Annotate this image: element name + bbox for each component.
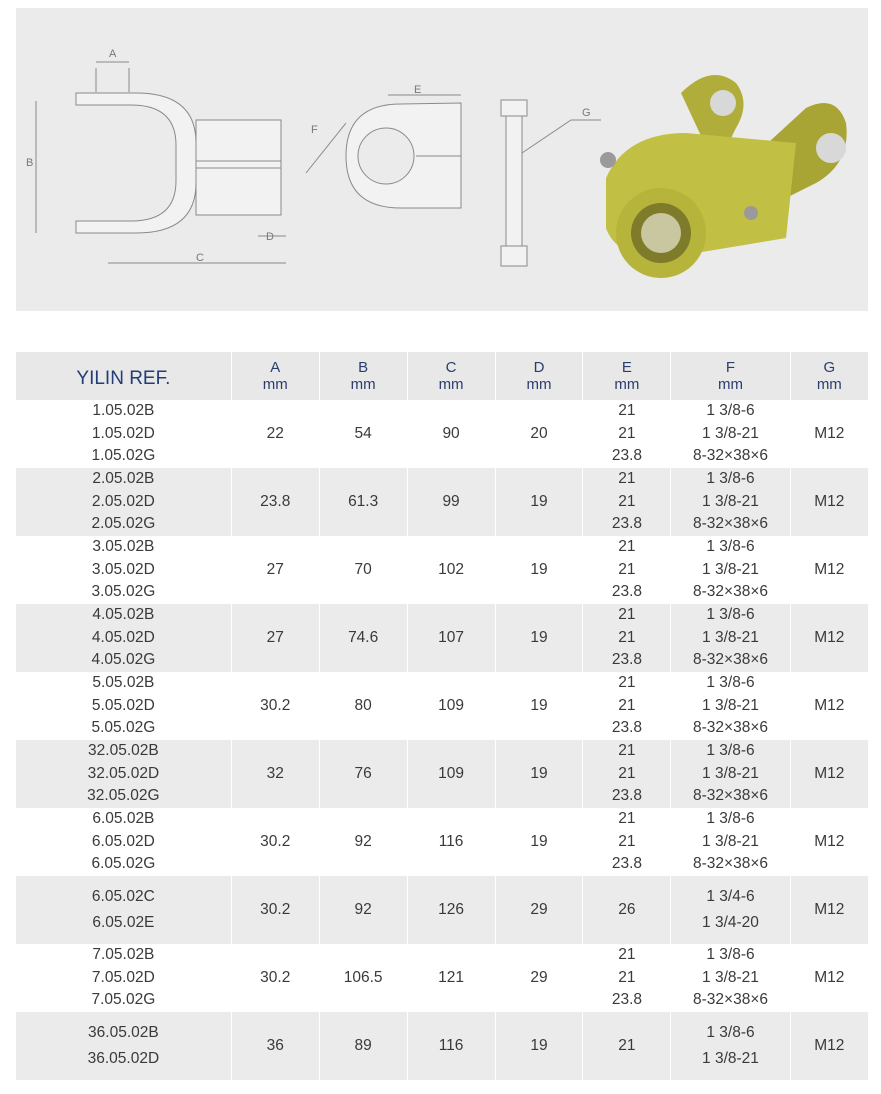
cell-d: 29 — [495, 944, 583, 1012]
cell-f — [671, 1012, 790, 1080]
table-body — [16, 400, 868, 1080]
cell-e-line: 21 — [618, 810, 636, 828]
cell-e-line: 21 — [618, 560, 636, 578]
cell-d: 19 — [495, 468, 583, 536]
cell-b: 80 — [319, 672, 407, 740]
cell-e-line: 21 — [618, 606, 636, 624]
ref-cell-line: 3.05.02D — [91, 560, 155, 578]
cell-a: 22 — [231, 400, 319, 468]
table-row — [16, 740, 868, 808]
table-row — [16, 808, 868, 876]
cell-f-line: 1 3/8-21 — [702, 968, 759, 986]
cell-b: 106.5 — [319, 944, 407, 1012]
cell-f — [671, 672, 790, 740]
cell-a: 36 — [231, 1012, 319, 1080]
cell-b: 54 — [319, 400, 407, 468]
ref-cell-line: 32.05.02B — [88, 742, 159, 760]
cell-e — [583, 400, 671, 468]
cell-f-line: 1 3/8-21 — [702, 1050, 759, 1067]
spec-table — [16, 352, 868, 1080]
cell-e-line: 23.8 — [611, 855, 642, 873]
cell-g: M12 — [790, 468, 868, 536]
cell-e-line: 21 — [618, 946, 636, 964]
dim-c-label: C — [196, 252, 204, 264]
cell-e-line: 21 — [618, 1037, 636, 1054]
header-a: A mm — [231, 352, 319, 400]
cell-f — [671, 944, 790, 1012]
cell-d: 20 — [495, 400, 583, 468]
cell-g: M12 — [790, 1012, 868, 1080]
header-c: C mm — [407, 352, 495, 400]
ref-cell-line: 1.05.02D — [91, 424, 155, 442]
cell-g: M12 — [790, 536, 868, 604]
cell-b: 92 — [319, 808, 407, 876]
cell-f-line: 1 3/8-6 — [706, 470, 755, 488]
ref-cell-line: 4.05.02G — [91, 651, 156, 669]
ref-cell-line: 7.05.02G — [91, 991, 156, 1009]
cell-g: M12 — [790, 672, 868, 740]
cell-f-line: 1 3/4-20 — [702, 914, 759, 931]
cell-g: M12 — [790, 944, 868, 1012]
ref-cell — [16, 400, 231, 468]
ref-cell-line: 3.05.02B — [92, 538, 155, 556]
cell-e-line: 21 — [618, 492, 636, 510]
cell-e — [583, 604, 671, 672]
cell-f-line: 8-32×38×6 — [693, 855, 768, 873]
header-ref: YILIN REF. — [76, 367, 171, 389]
dim-a-label: A — [109, 48, 117, 60]
cell-f — [671, 604, 790, 672]
cell-g: M12 — [790, 740, 868, 808]
ref-cell — [16, 604, 231, 672]
cell-e-line: 21 — [618, 628, 636, 646]
cell-a: 30.2 — [231, 808, 319, 876]
ref-cell — [16, 468, 231, 536]
cell-e-line: 21 — [618, 402, 636, 420]
table-row — [16, 876, 868, 944]
cell-f — [671, 468, 790, 536]
table-row — [16, 400, 868, 468]
ref-cell-line: 7.05.02D — [91, 968, 155, 986]
ref-cell — [16, 808, 231, 876]
cell-e — [583, 536, 671, 604]
cell-f-line: 1 3/8-21 — [702, 764, 759, 782]
table-header — [16, 352, 868, 400]
table-row — [16, 604, 868, 672]
ref-cell-line: 3.05.02G — [91, 583, 156, 601]
cell-c: 102 — [407, 536, 495, 604]
cell-c: 90 — [407, 400, 495, 468]
dimension-labels — [16, 8, 868, 311]
ref-cell-line: 6.05.02E — [92, 914, 155, 931]
cell-f-line: 1 3/8-21 — [702, 832, 759, 850]
cell-c: 116 — [407, 808, 495, 876]
cell-f-line: 1 3/4-6 — [706, 888, 755, 905]
cell-e — [583, 876, 671, 944]
ref-cell — [16, 536, 231, 604]
cell-e-line: 23.8 — [611, 787, 642, 805]
ref-cell — [16, 944, 231, 1012]
ref-cell-line: 6.05.02C — [91, 888, 155, 905]
cell-e-line: 23.8 — [611, 719, 642, 737]
cell-f-line: 1 3/8-21 — [702, 696, 759, 714]
cell-a: 30.2 — [231, 672, 319, 740]
cell-f-line: 8-32×38×6 — [693, 787, 768, 805]
cell-e-line: 23.8 — [611, 651, 642, 669]
ref-cell-line: 6.05.02D — [91, 832, 155, 850]
cell-a: 30.2 — [231, 876, 319, 944]
cell-f-line: 8-32×38×6 — [693, 719, 768, 737]
cell-e-line: 23.8 — [611, 447, 642, 465]
ref-cell-line: 5.05.02G — [91, 719, 156, 737]
ref-cell-line: 2.05.02B — [92, 470, 155, 488]
cell-e-line: 23.8 — [611, 583, 642, 601]
cell-f-line: 1 3/8-6 — [706, 810, 755, 828]
cell-f-line: 1 3/8-21 — [702, 628, 759, 646]
cell-d: 19 — [495, 740, 583, 808]
cell-f-line: 8-32×38×6 — [693, 583, 768, 601]
ref-cell — [16, 876, 231, 944]
cell-f-line: 1 3/8-6 — [706, 402, 755, 420]
cell-b: 70 — [319, 536, 407, 604]
dim-g-label: G — [582, 107, 591, 119]
table-row — [16, 944, 868, 1012]
cell-g: M12 — [790, 604, 868, 672]
ref-cell-line: 4.05.02B — [92, 606, 155, 624]
ref-cell-line: 6.05.02B — [92, 810, 155, 828]
cell-f-line: 1 3/8-21 — [702, 424, 759, 442]
cell-f-line: 1 3/8-6 — [706, 1024, 755, 1041]
ref-cell-line: 32.05.02G — [87, 787, 160, 805]
cell-f-line: 8-32×38×6 — [693, 447, 768, 465]
cell-c: 107 — [407, 604, 495, 672]
cell-d: 19 — [495, 536, 583, 604]
cell-d: 19 — [495, 672, 583, 740]
header-b: B mm — [319, 352, 407, 400]
cell-a: 23.8 — [231, 468, 319, 536]
cell-e-line: 23.8 — [611, 515, 642, 533]
ref-cell — [16, 740, 231, 808]
cell-d: 19 — [495, 604, 583, 672]
dim-e-label: E — [414, 84, 422, 96]
cell-e-line: 21 — [618, 764, 636, 782]
ref-cell-line: 36.05.02B — [88, 1024, 159, 1041]
ref-cell-line: 2.05.02G — [91, 515, 156, 533]
cell-c: 109 — [407, 672, 495, 740]
cell-f-line: 1 3/8-6 — [706, 674, 755, 692]
cell-b: 92 — [319, 876, 407, 944]
cell-g: M12 — [790, 808, 868, 876]
ref-cell-line: 2.05.02D — [91, 492, 155, 510]
ref-cell — [16, 1012, 231, 1080]
ref-cell-line: 4.05.02D — [91, 628, 155, 646]
cell-f — [671, 536, 790, 604]
cell-f-line: 1 3/8-6 — [706, 946, 755, 964]
ref-cell-line: 1.05.02G — [91, 447, 156, 465]
cell-f-line: 8-32×38×6 — [693, 991, 768, 1009]
cell-e-line: 21 — [618, 538, 636, 556]
cell-e — [583, 1012, 671, 1080]
cell-c: 121 — [407, 944, 495, 1012]
cell-e — [583, 944, 671, 1012]
product-figure — [16, 8, 868, 311]
cell-e — [583, 740, 671, 808]
cell-e-line: 21 — [618, 470, 636, 488]
cell-f-line: 1 3/8-21 — [702, 492, 759, 510]
table-row — [16, 1012, 868, 1080]
cell-d: 29 — [495, 876, 583, 944]
cell-f — [671, 876, 790, 944]
cell-c: 116 — [407, 1012, 495, 1080]
cell-g: M12 — [790, 876, 868, 944]
cell-b: 76 — [319, 740, 407, 808]
cell-g: M12 — [790, 400, 868, 468]
header-d: D mm — [495, 352, 583, 400]
cell-f-line: 8-32×38×6 — [693, 515, 768, 533]
cell-c: 126 — [407, 876, 495, 944]
cell-f-line: 1 3/8-6 — [706, 742, 755, 760]
header-e: E mm — [583, 352, 671, 400]
cell-e-line: 21 — [618, 742, 636, 760]
cell-e — [583, 808, 671, 876]
cell-c: 109 — [407, 740, 495, 808]
cell-e-line: 23.8 — [611, 991, 642, 1009]
cell-d: 19 — [495, 1012, 583, 1080]
table-row — [16, 468, 868, 536]
cell-e-line: 21 — [618, 832, 636, 850]
cell-f-line: 1 3/8-6 — [706, 538, 755, 556]
ref-cell — [16, 672, 231, 740]
cell-f — [671, 808, 790, 876]
cell-e-line: 21 — [618, 968, 636, 986]
ref-cell-line: 5.05.02B — [92, 674, 155, 692]
cell-e-line: 21 — [618, 696, 636, 714]
cell-f-line: 1 3/8-6 — [706, 606, 755, 624]
cell-e-line: 21 — [618, 424, 636, 442]
table-row — [16, 536, 868, 604]
cell-a: 30.2 — [231, 944, 319, 1012]
dim-d-label: D — [266, 231, 274, 243]
cell-f-line: 8-32×38×6 — [693, 651, 768, 669]
cell-d: 19 — [495, 808, 583, 876]
header-g: G mm — [790, 352, 868, 400]
cell-e-line: 26 — [618, 901, 636, 918]
cell-b: 89 — [319, 1012, 407, 1080]
cell-b: 74.6 — [319, 604, 407, 672]
cell-e — [583, 468, 671, 536]
ref-cell-line: 7.05.02B — [92, 946, 155, 964]
cell-f-line: 1 3/8-21 — [702, 560, 759, 578]
table-row — [16, 672, 868, 740]
header-f: F mm — [671, 352, 790, 400]
cell-e-line: 21 — [618, 674, 636, 692]
cell-a: 27 — [231, 536, 319, 604]
cell-a: 27 — [231, 604, 319, 672]
ref-cell-line: 6.05.02G — [91, 855, 156, 873]
cell-b: 61.3 — [319, 468, 407, 536]
dim-b-label: B — [26, 157, 34, 169]
cell-c: 99 — [407, 468, 495, 536]
cell-e — [583, 672, 671, 740]
ref-cell-line: 1.05.02B — [92, 402, 155, 420]
cell-f — [671, 400, 790, 468]
ref-cell-line: 5.05.02D — [91, 696, 155, 714]
ref-cell-line: 32.05.02D — [87, 764, 160, 782]
ref-cell-line: 36.05.02D — [87, 1050, 160, 1067]
cell-a: 32 — [231, 740, 319, 808]
dim-f-label: F — [311, 124, 318, 136]
cell-f — [671, 740, 790, 808]
